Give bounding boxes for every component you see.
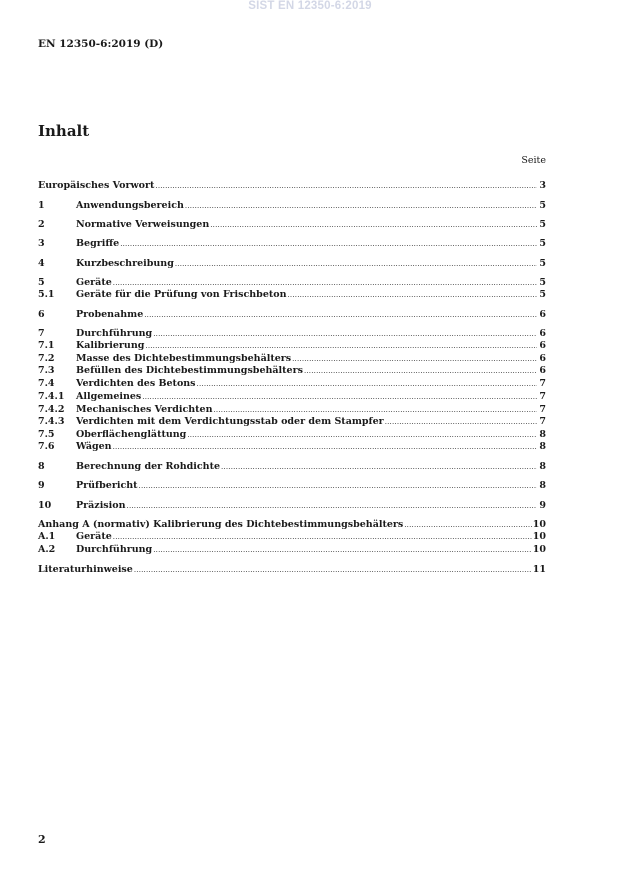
toc-entry[interactable] [38, 180, 546, 192]
toc-entry[interactable] [38, 289, 546, 301]
toc-entry[interactable] [38, 340, 546, 352]
toc-entry-number: 4 [38, 258, 45, 269]
toc-dot-leader [153, 544, 532, 556]
toc-dot-leader [187, 429, 537, 441]
toc-dot-leader [304, 365, 537, 377]
toc-entry-title[interactable]: Geräte für die Prüfung von Frischbeton [76, 289, 287, 300]
toc-entry-number: A.1 [38, 531, 56, 542]
toc-entry-page: 7 [539, 404, 546, 415]
toc-entry-page: 7 [539, 378, 546, 389]
toc-entry[interactable] [38, 544, 546, 556]
toc-entry-page: 6 [539, 353, 546, 364]
toc-entry-number: 7.5 [38, 429, 55, 440]
document-id: EN 12350-6:2019 (D) [38, 38, 164, 50]
toc-entry-title[interactable]: Berechnung der Rohdichte [76, 461, 220, 472]
toc-entry[interactable] [38, 378, 546, 390]
toc-entry-number: 10 [38, 500, 52, 511]
toc-entry-page: 8 [539, 441, 546, 452]
toc-entry-page: 8 [539, 480, 546, 491]
toc-entry-title[interactable]: Europäisches Vorwort [38, 180, 155, 191]
toc-entry-number: 2 [38, 219, 45, 230]
toc-entry-title[interactable]: Mechanisches Verdichten [76, 404, 213, 415]
toc-entry-title[interactable]: Probenahme [76, 309, 144, 320]
toc-entry-title[interactable]: Masse des Dichtebestimmungsbehälters [76, 353, 292, 364]
toc-entry-number: 3 [38, 238, 45, 249]
toc-entry-number: 6 [38, 309, 45, 320]
page-title: Inhalt [38, 122, 90, 140]
toc-entry-title[interactable]: Durchführung [76, 544, 153, 555]
toc-entry-title[interactable]: Kalibrierung [76, 340, 145, 351]
toc-entry[interactable] [38, 391, 546, 403]
toc-dot-leader [175, 258, 537, 270]
toc-entry-title[interactable]: Präzision [76, 500, 126, 511]
toc-entry-page: 6 [539, 340, 546, 351]
toc-dot-leader [185, 200, 537, 212]
toc-entry-title[interactable]: Prüfbericht [76, 480, 138, 491]
toc-dot-leader [210, 219, 537, 231]
toc-entry-page: 10 [532, 519, 546, 530]
toc-entry-page: 8 [539, 429, 546, 440]
toc-entry-number: A.2 [38, 544, 56, 555]
toc-entry-page: 6 [539, 309, 546, 320]
toc-entry[interactable] [38, 519, 546, 531]
toc-entry-title[interactable]: Verdichten mit dem Verdichtungsstab oder dem Stampfer [76, 416, 384, 427]
toc-entry-number: 7.3 [38, 365, 55, 376]
page-number: 2 [38, 833, 46, 846]
toc-entry[interactable] [38, 461, 546, 473]
toc-entry[interactable] [38, 480, 546, 492]
watermark: SIST EN 12350-6:2019 [248, 0, 372, 12]
toc-entry[interactable] [38, 238, 546, 250]
toc-entry[interactable] [38, 441, 546, 453]
toc-dot-leader [134, 564, 532, 576]
toc-entry-number: 8 [38, 461, 45, 472]
toc-dot-leader [153, 328, 537, 340]
toc-entry-page: 11 [532, 564, 546, 575]
toc-entry-page: 9 [539, 500, 546, 511]
toc-entry-title[interactable]: Begriffe [76, 238, 120, 249]
toc-entry[interactable] [38, 404, 546, 416]
toc-entry-number: 1 [38, 200, 45, 211]
toc-entry-page: 5 [539, 238, 546, 249]
toc-dot-leader [404, 519, 532, 531]
toc-entry[interactable] [38, 219, 546, 231]
toc-entry-page: 7 [539, 391, 546, 402]
toc-entry[interactable] [38, 564, 546, 576]
toc-entry-title[interactable]: Allgemeines [76, 391, 142, 402]
toc-entry[interactable] [38, 277, 546, 289]
toc-entry-title[interactable]: Normative Verweisungen [76, 219, 210, 230]
toc-entry-number: 7.4.2 [38, 404, 65, 415]
toc-dot-leader [120, 238, 537, 250]
toc-entry-page: 10 [532, 544, 546, 555]
toc-entry[interactable] [38, 353, 546, 365]
toc-entry[interactable] [38, 309, 546, 321]
toc-entry-number: 7.4.3 [38, 416, 65, 427]
toc-dot-leader [139, 480, 537, 492]
toc-entry-number: 5 [38, 277, 45, 288]
toc-entry[interactable] [38, 365, 546, 377]
toc-entry-page: 10 [532, 531, 546, 542]
toc-dot-leader [144, 309, 537, 321]
toc-entry-number: 7 [38, 328, 45, 339]
toc-entry-page: 5 [539, 277, 546, 288]
toc-dot-leader [221, 461, 537, 473]
toc-entry-title[interactable]: Anhang A (normativ) Kalibrierung des Dichtebestimmungsbehälters [38, 519, 404, 530]
toc-entry[interactable] [38, 258, 546, 270]
toc-entry-page: 8 [539, 461, 546, 472]
toc-entry-page: 5 [539, 258, 546, 269]
toc-entry-title[interactable]: Wägen [76, 441, 112, 452]
toc-entry-page: 6 [539, 328, 546, 339]
toc-entry-number: 7.6 [38, 441, 55, 452]
toc-entry-title[interactable]: Befüllen des Dichtebestimmungsbehälters [76, 365, 303, 376]
toc-dot-leader [127, 500, 537, 512]
toc-entry-number: 9 [38, 480, 45, 491]
toc-dot-leader [113, 531, 532, 543]
toc-entry-number: 7.1 [38, 340, 55, 351]
toc-entry-title[interactable]: Geräte [76, 531, 112, 542]
toc-entry-page: 5 [539, 200, 546, 211]
toc-entry-page: 6 [539, 365, 546, 376]
toc-entry-page: 7 [539, 416, 546, 427]
toc-entry[interactable] [38, 328, 546, 340]
toc-entry[interactable] [38, 416, 546, 428]
toc-entry-title[interactable]: Kurzbeschreibung [76, 258, 174, 269]
toc-dot-leader [288, 289, 538, 301]
toc-dot-leader [197, 378, 537, 390]
toc-entry-number: 7.4.1 [38, 391, 65, 402]
toc-entry[interactable] [38, 531, 546, 543]
toc-entry-number: 7.4 [38, 378, 55, 389]
toc-dot-leader [214, 404, 538, 416]
toc-dot-leader [292, 353, 537, 365]
toc-entry-page: 3 [539, 180, 546, 191]
toc-entry-title[interactable]: Durchführung [76, 328, 153, 339]
toc-entry[interactable] [38, 429, 546, 441]
toc-entry-number: 7.2 [38, 353, 55, 364]
toc-entry-number: 5.1 [38, 289, 55, 300]
toc-entry-title[interactable]: Anwendungsbereich [76, 200, 184, 211]
toc-dot-leader [145, 340, 537, 352]
page-column-label: Seite [521, 155, 546, 166]
toc-dot-leader [155, 180, 537, 192]
toc-entry-title[interactable]: Oberflächenglättung [76, 429, 187, 440]
toc-entry[interactable] [38, 500, 546, 512]
toc-dot-leader [113, 277, 537, 289]
toc-entry-page: 5 [539, 289, 546, 300]
toc-dot-leader [385, 416, 537, 428]
toc-entry-title[interactable]: Geräte [76, 277, 112, 288]
toc-entry-title[interactable]: Verdichten des Betons [76, 378, 196, 389]
toc-entry[interactable] [38, 200, 546, 212]
toc-dot-leader [113, 441, 537, 453]
toc-entry-page: 5 [539, 219, 546, 230]
toc-entry-title[interactable]: Literaturhinweise [38, 564, 133, 575]
toc-dot-leader [142, 391, 537, 403]
